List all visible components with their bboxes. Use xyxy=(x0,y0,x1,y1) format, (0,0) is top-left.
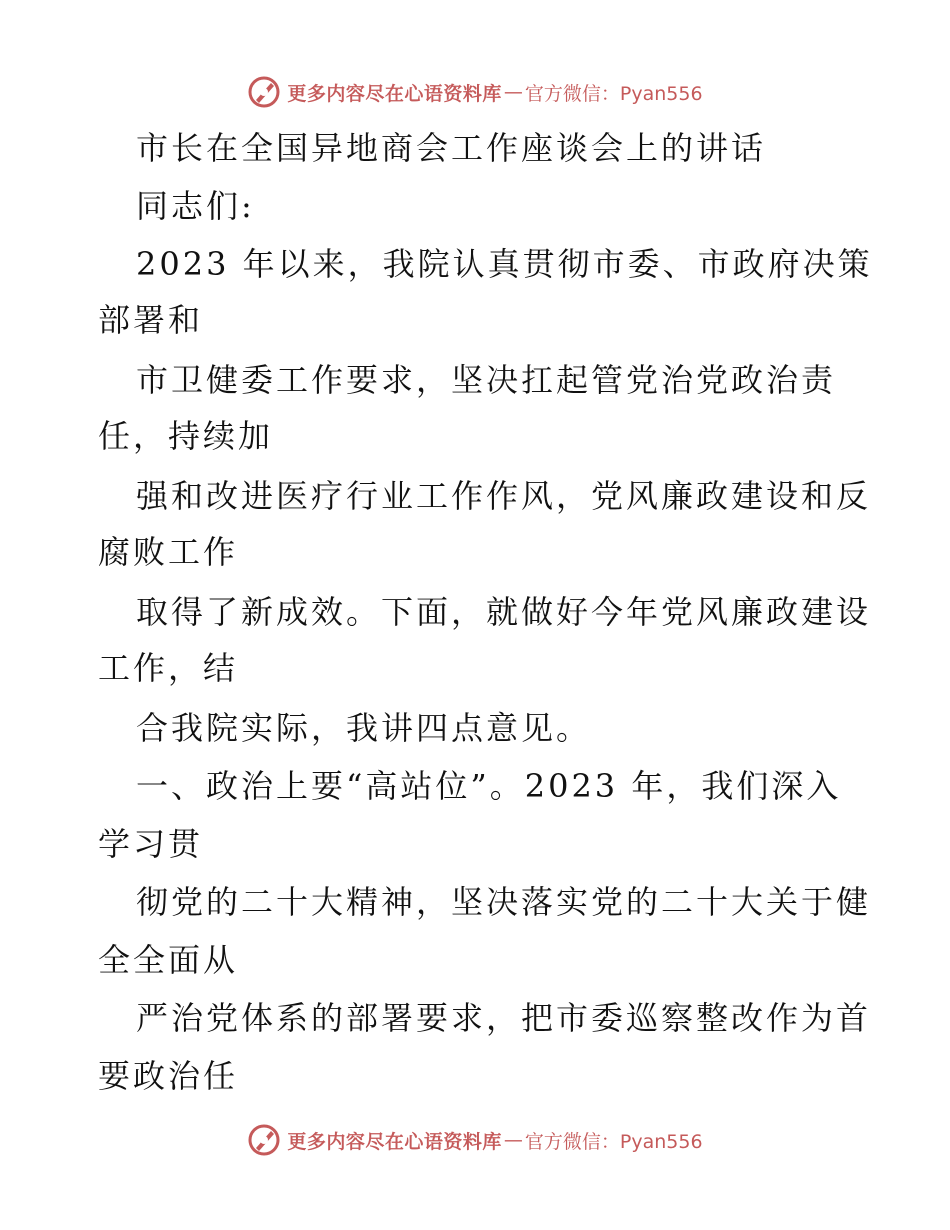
text-line: 要政治任 xyxy=(98,1057,239,1095)
text-line: 取得了新成效。下面，就做好今年党风廉政建设 xyxy=(136,593,872,631)
text-line: 强和改进医疗行业工作作风，党风廉政建设和反 xyxy=(136,477,872,515)
watermark-text: 更多内容尽在心语资料库 xyxy=(287,82,502,105)
text-line: 腐败工作 xyxy=(98,533,239,571)
watermark-text: 更多内容尽在心语资料库 xyxy=(287,1130,502,1153)
text-line: 2023 年以来，我院认真贯彻市委、市政府决策 xyxy=(136,245,873,283)
document-title: 市长在全国异地商会工作座谈会上的讲话 xyxy=(136,129,767,167)
text-line: 一、政治上要“高站位”。2023 年，我们深入 xyxy=(136,767,842,805)
text-line: 工作，结 xyxy=(98,649,239,687)
text-line: 彻党的二十大精神，坚决落实党的二十大关于健 xyxy=(136,883,872,921)
pen-logo-icon xyxy=(247,75,281,109)
pen-logo-icon xyxy=(247,1123,281,1157)
text-line: 全全面从 xyxy=(98,941,239,979)
watermark-banner-bottom xyxy=(0,1118,950,1162)
watermark-separator: — xyxy=(503,1129,523,1151)
text-line: 学习贯 xyxy=(98,825,204,863)
text-line: 部署和 xyxy=(98,301,204,339)
text-line: 任，持续加 xyxy=(98,417,274,455)
watermark-separator: — xyxy=(503,81,523,103)
watermark-wechat: 官方微信：Pyan556 xyxy=(524,1130,703,1153)
watermark-wechat: 官方微信：Pyan556 xyxy=(524,82,703,105)
text-line: 严治党体系的部署要求，把市委巡察整改作为首 xyxy=(136,999,872,1037)
text-line: 合我院实际，我讲四点意见。 xyxy=(136,709,592,747)
text-line: 市卫健委工作要求，坚决扛起管党治党政治责 xyxy=(136,361,837,399)
text-line: 同志们: xyxy=(136,187,255,225)
watermark-banner-top xyxy=(0,70,950,114)
